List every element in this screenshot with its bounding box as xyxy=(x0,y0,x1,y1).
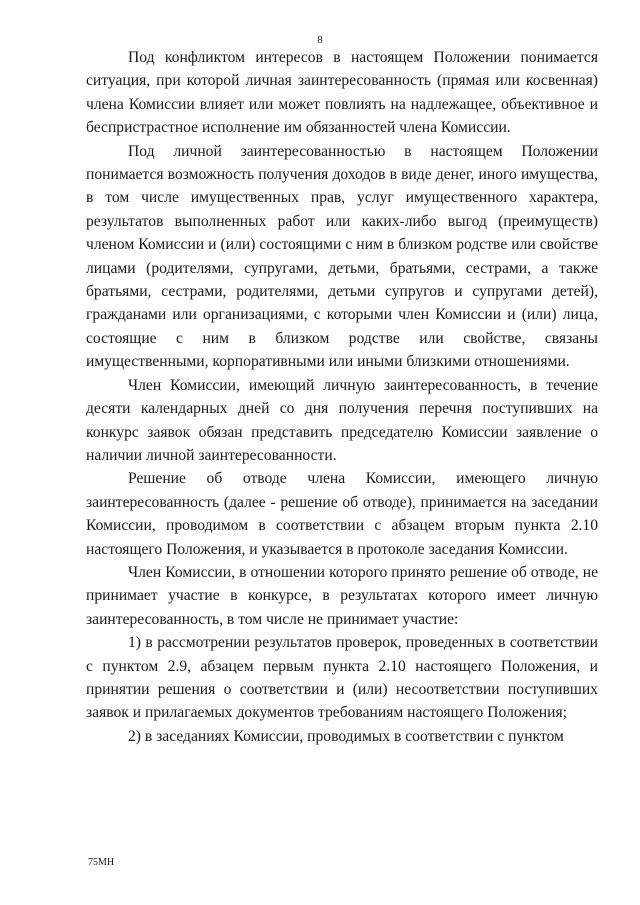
paragraph-personal-interest: Под личной заинтересованностью в настоящем Положении понимается возможность получения доходов в виде денег, иного имущества, в том числе имущественных прав, услуг имущественного характера, результатов выполненных работ или каких-либо выгод (преимуществ) членом Комиссии и (или) состоящими с ним в близком родстве или свойстве лицами (родителями, супругами, детьми, братьями, сестрами, а также братьями, сестрами, родителями, детьми супругов и супругами детей), гражданами или организациями, с которыми член Комиссии и (или) лица, состоящие с ним в близком родстве или свойстве, связаны имущественными, корпоративными или иными близкими отношениями. xyxy=(86,142,598,371)
list-item-1: 1) в рассмотрении результатов проверок, проведенных в соответствии с пунктом 2.9, абзацем первым пункта 2.10 настоящего Положения, и принятии решения о соответствии и (или) несоответствии поступивших заявок и прилагаемых документов требованиям настоящего Положения; xyxy=(86,634,598,722)
page-number: 8 xyxy=(317,34,323,46)
document-body xyxy=(86,46,598,748)
paragraph-recusal-effects: Член Комиссии, в отношении которого принято решение об отводе, не принимает участие в конкурсе, в результатах которого имеет личную заинтересованность, в том числе не принимает участие: xyxy=(86,563,598,628)
paragraph-conflict-of-interest: Под конфликтом интересов в настоящем Положении понимается ситуация, при которой личная заинтересованность (прямая или косвенная) члена Комиссии влияет или может повлиять на надлежащее, объективное и беспристрастное исполнение им обязанностей члена Комиссии. xyxy=(86,49,598,137)
paragraph-recusal-decision: Решение об отводе члена Комиссии, имеющего личную заинтересованность (далее - решение об отводе), принимается на заседании Комиссии, проводимом в соответствии с абзацем вторым пункта 2.10 настоящего Положения, и указывается в протоколе заседания Комиссии. xyxy=(86,470,598,558)
footer-document-code: 75МН xyxy=(88,857,115,868)
paragraph-notification-duty: Член Комиссии, имеющий личную заинтересованность, в течение десяти календарных дней со дня получения перечня поступивших на конкурс заявок обязан представить председателю Комиссии заявление о наличии личной заинтересованности. xyxy=(86,376,598,464)
list-item-2: 2) в заседаниях Комиссии, проводимых в соответствии с пунктом xyxy=(128,727,564,745)
